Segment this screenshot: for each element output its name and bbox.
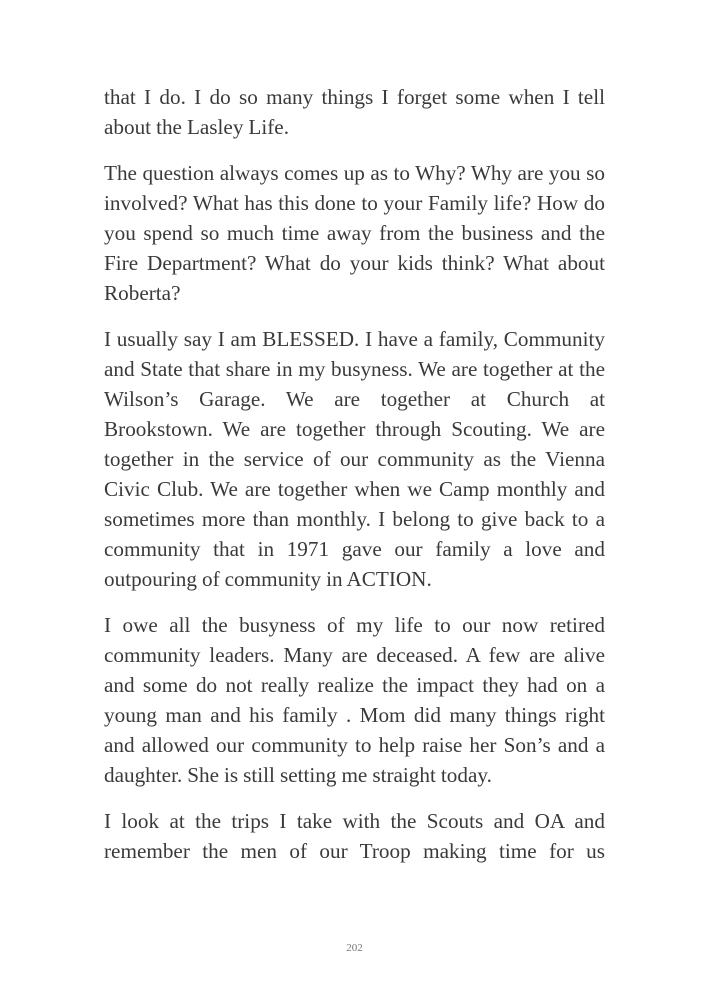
paragraph-3: I usually say I am BLESSED. I have a family, Community and State that share in my busyness. We are together at the Wilson’s Garage. We are together at Church at Brookstown. We are together through Scouting. We are together in the service of our community as the Vienna Civic Club. We are together when we Camp monthly and sometimes more than monthly. I belong to give back to a community that in 1971 gave our family a love and outpouring of community in ACTION. bbox=[104, 327, 605, 591]
paragraph-1: that I do. I do so many things I forget some when I tell about the Lasley Life. bbox=[104, 85, 605, 139]
paragraph-4: I owe all the busyness of my life to our now retired community leaders. Many are deceased. A few are alive and some do not really realize the impact they had on a young man and his family . Mom did many things right and allowed our community to help raise her Son’s and a daughter. She is still setting me straight today. bbox=[104, 613, 605, 787]
body-text bbox=[104, 82, 605, 882]
paragraph-2: The question always comes up as to Why? Why are you so involved? What has this done to your Family life? How do you spend so much time away from the business and the Fire Department? What do your kids think? What about Roberta? bbox=[104, 161, 605, 305]
page-number: 202 bbox=[346, 942, 363, 954]
paragraph-5: I look at the trips I take with the Scouts and OA and remember the men of our Troop making time for us bbox=[104, 809, 605, 863]
